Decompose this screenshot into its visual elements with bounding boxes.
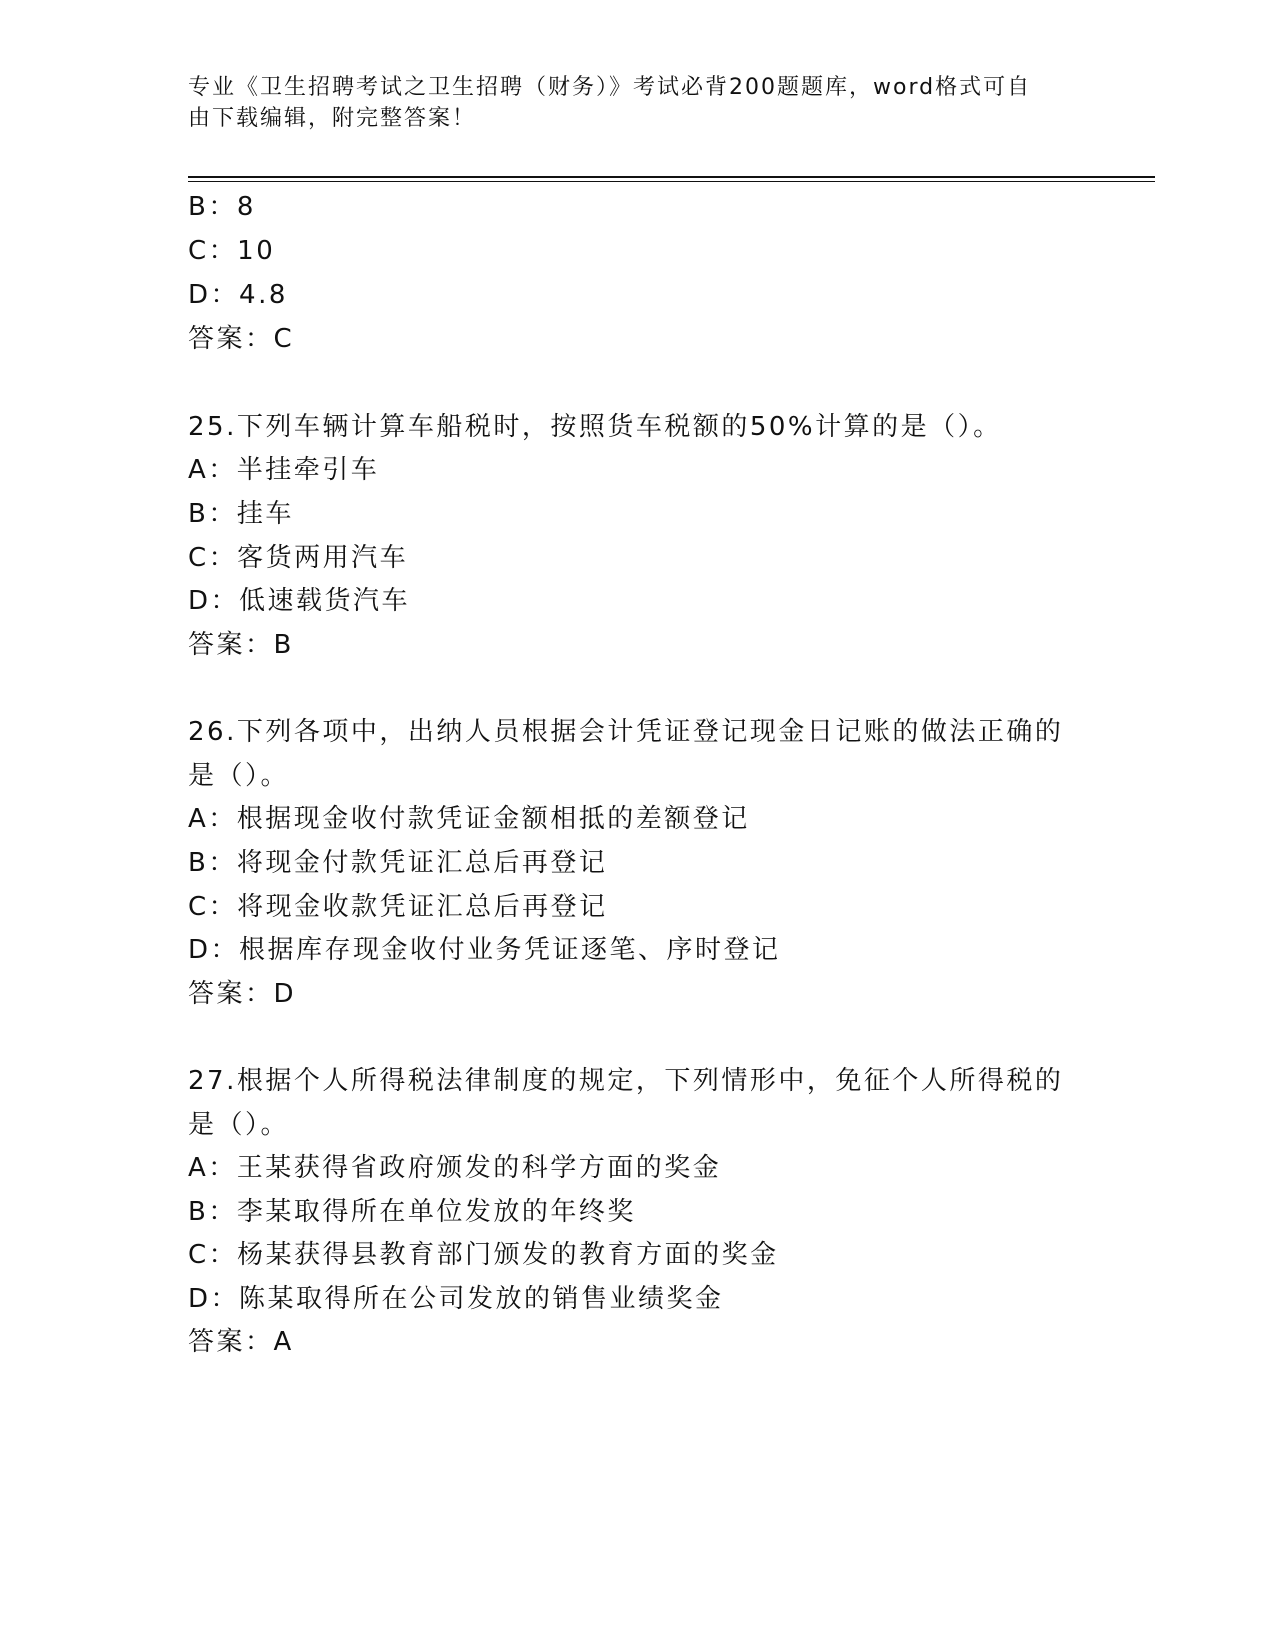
- q26-option-d: D：根据库存现金收付业务凭证逐笔、序时登记: [188, 935, 781, 965]
- q27-option-d: D：陈某取得所在公司发放的销售业绩奖金: [188, 1284, 724, 1314]
- header-divider-thick: [188, 176, 1155, 178]
- q25-stem: 25.下列车辆计算车船税时，按照货车税额的50%计算的是（）。: [188, 412, 1002, 442]
- q26-option-b: B：将现金付款凭证汇总后再登记: [188, 848, 608, 878]
- document-header: [188, 72, 1088, 134]
- q24-option-d: D：4.8: [188, 280, 288, 310]
- q25-option-c: C：客货两用汽车: [188, 543, 409, 573]
- q27-stem-line-2: 是（）。: [188, 1110, 290, 1140]
- q25-option-a: A：半挂牵引车: [188, 455, 380, 485]
- q27-answer: 答案：A: [188, 1327, 294, 1357]
- q24-option-c: C：10: [188, 236, 276, 266]
- q26-stem-line-1: 26.下列各项中，出纳人员根据会计凭证登记现金日记账的做法正确的: [188, 717, 1064, 747]
- header-line-2: 由下载编辑，附完整答案！: [188, 106, 477, 131]
- q24-option-b: B：8: [188, 192, 256, 222]
- q26-stem-line-2: 是（）。: [188, 761, 290, 791]
- q27-option-b: B：李某取得所在单位发放的年终奖: [188, 1197, 636, 1227]
- q27-option-a: A：王某获得省政府颁发的科学方面的奖金: [188, 1153, 722, 1183]
- q27-stem-line-1: 27.根据个人所得税法律制度的规定，下列情形中，免征个人所得税的: [188, 1066, 1064, 1096]
- q26-option-c: C：将现金收款凭证汇总后再登记: [188, 892, 608, 922]
- q24-answer: 答案：C: [188, 324, 295, 354]
- q25-option-d: D：低速载货汽车: [188, 586, 411, 616]
- q26-answer: 答案：D: [188, 979, 297, 1009]
- q25-option-b: B：挂车: [188, 499, 294, 529]
- q27-option-c: C：杨某获得县教育部门颁发的教育方面的奖金: [188, 1240, 779, 1270]
- q25-answer: 答案：B: [188, 630, 294, 660]
- q26-option-a: A：根据现金收付款凭证金额相抵的差额登记: [188, 804, 750, 834]
- header-divider-thin: [188, 181, 1155, 182]
- header-line-1: 专业《卫生招聘考试之卫生招聘（财务）》考试必背200题题库，word格式可自: [188, 75, 1032, 100]
